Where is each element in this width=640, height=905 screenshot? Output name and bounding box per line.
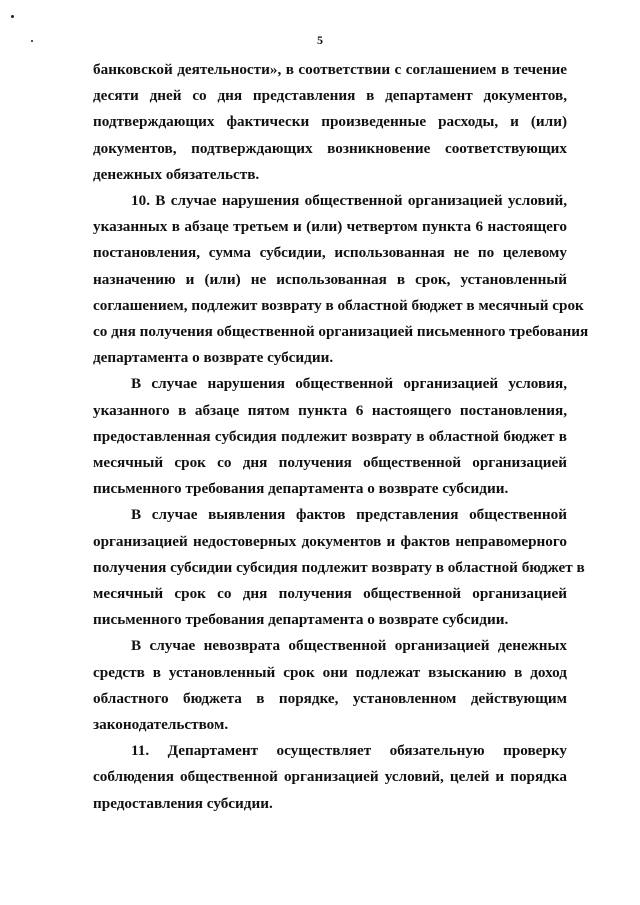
text-line: банковской деятельности», в соответствии с соглашением в течение [93, 61, 567, 78]
text-line: организацией недостоверных документов и фактов неправомерного [93, 532, 567, 550]
text-line: департамента о возврате субсидии. [93, 349, 334, 367]
text-line: постановления, сумма субсидии, использованная не по целевому [93, 244, 567, 262]
text-line: законодательством. [93, 716, 229, 734]
text-line: В случае невозврата общественной организацией денежных [131, 637, 567, 655]
text-line: указанных в абзаце третьем и (или) четвертом пункта 6 настоящего [93, 218, 567, 236]
text-line: 10. В случае нарушения общественной организацией условий, [131, 192, 567, 210]
text-line: указанного в абзаце пятом пункта 6 настоящего постановления, [93, 401, 567, 419]
text-line: письменного требования департамента о возврате субсидии. [93, 611, 509, 629]
text-line: 11. Департамент осуществляет обязательную проверку [131, 742, 567, 760]
text-line: В случае выявления фактов представления общественной [131, 506, 567, 524]
text-line: месячный срок со дня получения общественной организацией [93, 454, 567, 472]
text-line: соглашением, подлежит возврату в областной бюджет в месячный срок [93, 296, 584, 314]
text-line: предоставления субсидии. [93, 794, 273, 812]
text-line: средств в установленный срок они подлежат взысканию в доход [93, 663, 567, 681]
text-line: месячный срок со дня получения общественной организацией [93, 585, 567, 603]
scan-speck [11, 15, 14, 18]
text-line: соблюдения общественной организацией условий, целей и порядка [93, 768, 567, 786]
text-line: назначению и (или) не использованная в срок, установленный [93, 270, 567, 288]
text-line: областного бюджета в порядке, установленном действующим [93, 689, 567, 707]
text-line: предоставленная субсидия подлежит возврату в областной бюджет в [93, 427, 567, 445]
text-line: со дня получения общественной организацией письменного требования [93, 323, 589, 341]
document-body [93, 57, 589, 817]
text-line: денежных обязательств. [93, 165, 260, 183]
text-line: В случае нарушения общественной организацией условия, [131, 375, 567, 393]
text-line: подтверждающих фактически произведенные расходы, и (или) [93, 113, 567, 131]
text-line: письменного требования департамента о возврате субсидии. [93, 480, 509, 498]
text-line: документов, подтверждающих возникновение соответствующих [93, 139, 567, 157]
text-line: получения субсидии субсидия подлежит возврату в областной бюджет в [93, 558, 585, 576]
text-line: десяти дней со дня представления в департамент документов, [93, 87, 567, 105]
page-number: 5 [317, 33, 323, 47]
